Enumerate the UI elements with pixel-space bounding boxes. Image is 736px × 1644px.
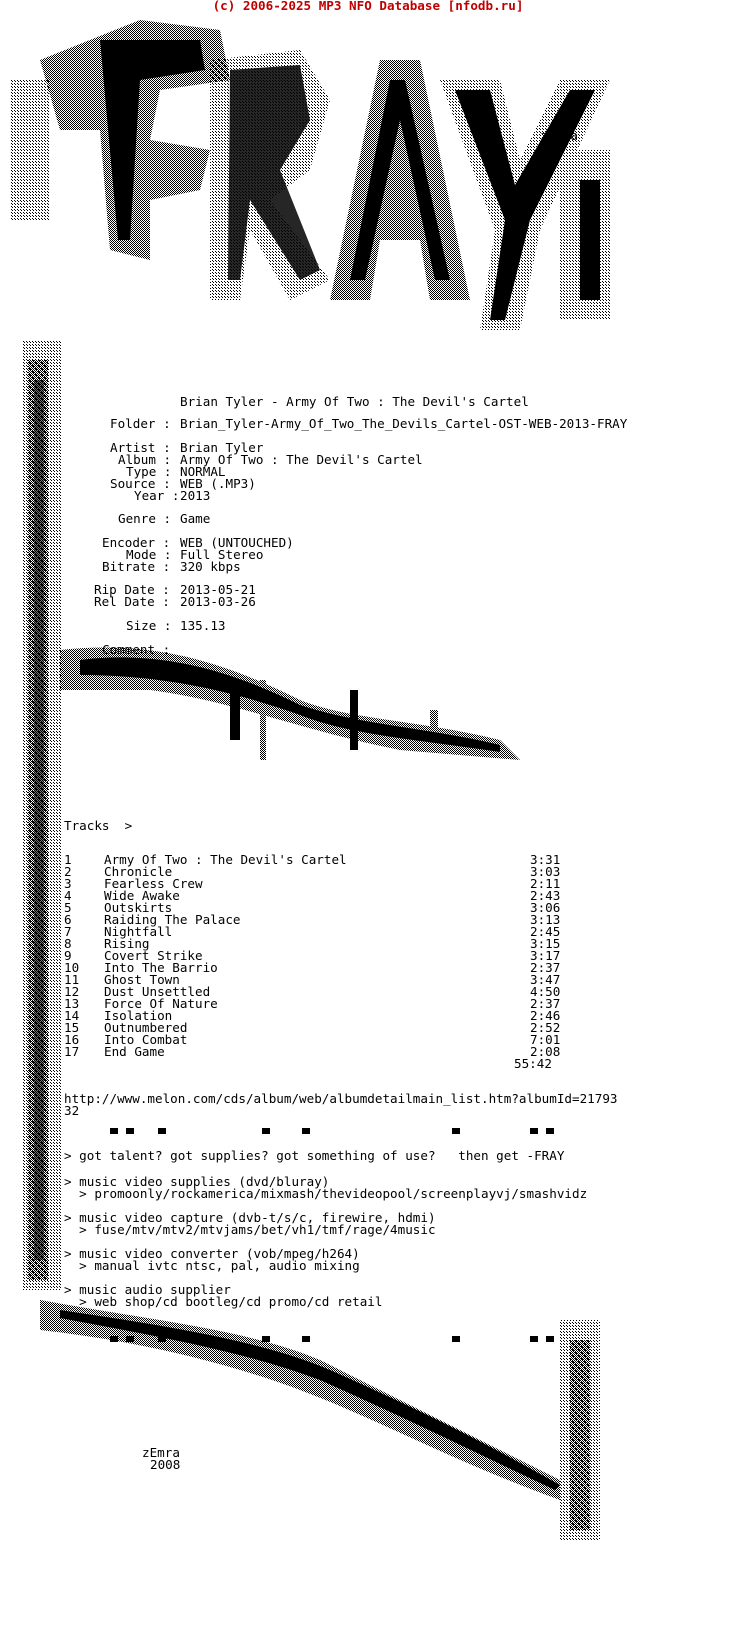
total-time: 55:42 bbox=[514, 1056, 552, 1071]
folder-label: Folder : bbox=[110, 416, 171, 431]
mode-value: Full Stereo bbox=[180, 547, 264, 562]
track-title: Raiding The Palace bbox=[104, 912, 241, 927]
track-title: Nightfall bbox=[104, 924, 173, 939]
track-number: 4 bbox=[64, 888, 72, 903]
track-title: Ghost Town bbox=[104, 972, 180, 987]
track-number: 16 bbox=[64, 1032, 80, 1047]
source-label: Source : bbox=[110, 476, 171, 491]
bitrate-label: Bitrate : bbox=[102, 559, 171, 574]
folder-value: Brian_Tyler-Army_Of_Two_The_Devils_Cartel-OST-WEB-2013-FRAY bbox=[180, 416, 628, 431]
ad-line-3: > promoonly/rockamerica/mixmash/thevideopool/screenplayvj/smashvidz bbox=[64, 1186, 588, 1201]
track-number: 1 bbox=[64, 852, 72, 867]
track-title: Fearless Crew bbox=[104, 876, 203, 891]
track-title: Into Combat bbox=[104, 1032, 188, 1047]
track-title: End Game bbox=[104, 1044, 165, 1059]
ad-line-9: > web shop/cd bootleg/cd promo/cd retail bbox=[64, 1294, 383, 1309]
track-number: 13 bbox=[64, 996, 80, 1011]
track-title: Force Of Nature bbox=[104, 996, 218, 1011]
track-duration: 3:31 bbox=[530, 852, 561, 867]
ripdate-value: 2013-05-21 bbox=[180, 582, 256, 597]
ad-line-6: > music video converter (vob/mpeg/h264) bbox=[64, 1246, 360, 1261]
album-value: Army Of Two : The Devil's Cartel bbox=[180, 452, 423, 467]
artist-value: Brian Tyler bbox=[180, 440, 264, 455]
site-header: (c) 2006-2025 MP3 NFO Database [nfodb.ru] bbox=[212, 0, 524, 13]
ad-line-2: > music video supplies (dvd/bluray) bbox=[64, 1174, 330, 1189]
track-number: 3 bbox=[64, 876, 72, 891]
logo-credit: zEmra bbox=[540, 128, 578, 143]
track-number: 9 bbox=[64, 948, 72, 963]
track-title: Outnumbered bbox=[104, 1020, 188, 1035]
track-title: Army Of Two : The Devil's Cartel bbox=[104, 852, 347, 867]
track-number: 8 bbox=[64, 936, 72, 951]
ad-line-4: > music video capture (dvb-t/s/c, firewire, hdmi) bbox=[64, 1210, 436, 1225]
track-duration: 2:08 bbox=[530, 1044, 561, 1059]
encoder-label: Encoder : bbox=[102, 535, 171, 550]
track-number: 12 bbox=[64, 984, 80, 999]
type-value: NORMAL bbox=[180, 464, 226, 479]
track-number: 10 bbox=[64, 960, 80, 975]
track-number: 6 bbox=[64, 912, 72, 927]
track-title: Wide Awake bbox=[104, 888, 180, 903]
year-label: Year : bbox=[134, 488, 180, 503]
source-value: WEB (.MP3) bbox=[180, 476, 256, 491]
type-label: Type : bbox=[126, 464, 172, 479]
ad-line-5: > fuse/mtv/mtv2/mtvjams/bet/vh1/tmf/rage/4music bbox=[64, 1222, 436, 1237]
genre-value: Game bbox=[180, 511, 211, 526]
track-title: Outskirts bbox=[104, 900, 173, 915]
ad-line-1: > got talent? got supplies? got something of use? then get -FRAY bbox=[64, 1148, 565, 1163]
track-number: 15 bbox=[64, 1020, 80, 1035]
track-title: Into The Barrio bbox=[104, 960, 218, 975]
album-url-continued[interactable]: 32 bbox=[64, 1103, 80, 1118]
track-duration: 2:46 bbox=[530, 1008, 561, 1023]
year-value: 2013 bbox=[180, 488, 211, 503]
track-number: 7 bbox=[64, 924, 72, 939]
ripdate-label: Rip Date : bbox=[94, 582, 170, 597]
reldate-label: Rel Date : bbox=[94, 594, 170, 609]
track-duration: 2:52 bbox=[530, 1020, 561, 1035]
album-label: Album : bbox=[118, 452, 172, 467]
ad-line-7: > manual ivtc ntsc, pal, audio mixing bbox=[64, 1258, 360, 1273]
track-duration: 3:03 bbox=[530, 864, 561, 879]
logo-letters bbox=[10, 20, 610, 330]
ad-line-8: > music audio supplier bbox=[64, 1282, 231, 1297]
track-title: Dust Unsettled bbox=[104, 984, 211, 999]
track-duration: 2:11 bbox=[530, 876, 561, 891]
track-duration: 3:15 bbox=[530, 936, 561, 951]
track-duration: 2:45 bbox=[530, 924, 561, 939]
artist-label: Artist : bbox=[110, 440, 171, 455]
track-title: Isolation bbox=[104, 1008, 173, 1023]
track-duration: 3:13 bbox=[530, 912, 561, 927]
bitrate-value: 320 kbps bbox=[180, 559, 241, 574]
track-number: 11 bbox=[64, 972, 80, 987]
swoosh-art bbox=[60, 647, 520, 760]
track-number: 14 bbox=[64, 1008, 80, 1023]
track-duration: 3:17 bbox=[530, 948, 561, 963]
genre-label: Genre : bbox=[118, 511, 172, 526]
comment-label: Comment : bbox=[102, 642, 171, 657]
track-number: 2 bbox=[64, 864, 72, 879]
album-url[interactable]: http://www.melon.com/cds/album/web/albumdetailmain_list.htm?albumId=21793 bbox=[64, 1091, 618, 1106]
footer-year: 2008 bbox=[150, 1457, 181, 1472]
track-duration: 2:43 bbox=[530, 888, 561, 903]
size-label: Size : bbox=[126, 618, 172, 633]
tracks-heading: Tracks > bbox=[64, 818, 133, 833]
track-duration: 2:37 bbox=[530, 996, 561, 1011]
encoder-value: WEB (UNTOUCHED) bbox=[180, 535, 294, 550]
reldate-value: 2013-03-26 bbox=[180, 594, 256, 609]
track-duration: 7:01 bbox=[530, 1032, 561, 1047]
size-value: 135.13 bbox=[180, 618, 226, 633]
footer-credit: zEmra bbox=[142, 1445, 180, 1460]
release-title: Brian Tyler - Army Of Two : The Devil's Cartel bbox=[180, 394, 529, 409]
track-duration: 3:47 bbox=[530, 972, 561, 987]
track-duration: 2:37 bbox=[530, 960, 561, 975]
track-duration: 4:50 bbox=[530, 984, 561, 999]
track-number: 17 bbox=[64, 1044, 80, 1059]
track-title: Covert Strike bbox=[104, 948, 203, 963]
track-title: Chronicle bbox=[104, 864, 173, 879]
track-title: Rising bbox=[104, 936, 150, 951]
track-duration: 3:06 bbox=[530, 900, 561, 915]
track-number: 5 bbox=[64, 900, 72, 915]
mode-label: Mode : bbox=[126, 547, 172, 562]
